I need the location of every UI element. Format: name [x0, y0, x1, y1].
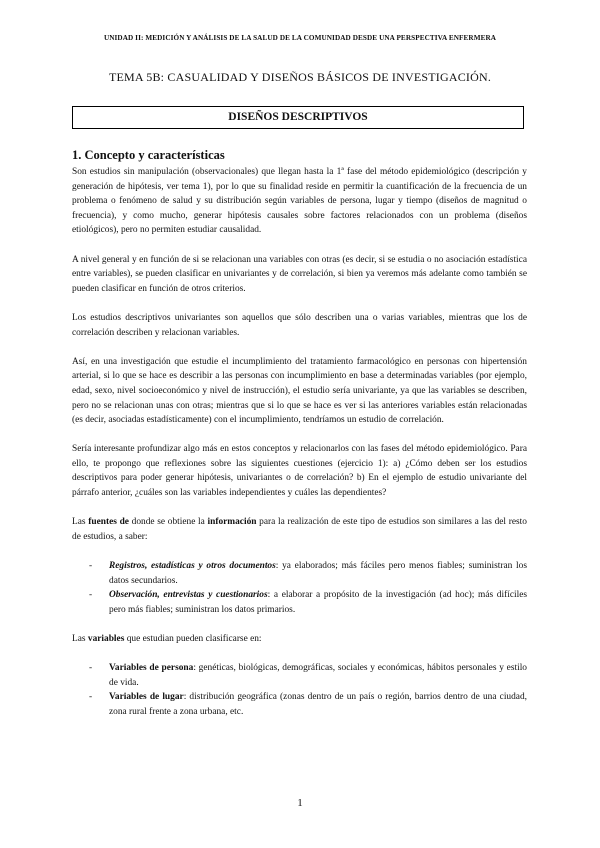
list-item-term: Observación, entrevistas y cuestionarios: [109, 590, 268, 601]
bold-term: información: [207, 517, 257, 528]
list-item-term: Variables de persona: [109, 663, 194, 674]
paragraph-classification: A nivel general y en función de si se relacionan una variables con otras (es decir, si se estudia o no asociación estadística entre variables), se pueden clasificar en univariantes y de correlación, si bien ya veremos más adelante como también se pueden clasificar en función de otros criterios.: [72, 254, 527, 294]
list-item: [72, 559, 527, 588]
topic-title: TEMA 5B: CASUALIDAD Y DISEÑOS BÁSICOS DE INVESTIGACIÓN.: [108, 70, 492, 84]
sources-list: [72, 559, 527, 617]
list-item-text: : a elaborar a propósito de la investigación (ad hoc); más difíciles pero más fiables; suministran los datos primarios.: [109, 590, 528, 615]
text: Las: [72, 634, 88, 644]
paragraph-variables: [72, 632, 527, 647]
list-item: [72, 661, 527, 690]
list-item-text: : genéticas, biológicas, demográficas, sociales y económicas, hábitos personales y estilo de vida.: [109, 663, 527, 688]
paragraph-example: Así, en una investigación que estudie el incumplimiento del tratamiento farmacológico en personas con hipertensión arterial, si lo que se hace es describir a las personas con incumplimiento en base a determinadas variables (por ejemplo, edad, sexo, nivel socioeconómico y nivel de instrucción), el estudio sería univariante, ya que las variables se describen, pero no se relacionan unas con otras; mientras que si lo que se hace es ver si las anteriores variables están relacionadas (es decir, asociadas estadísticamente) con el incumplimiento, tendríamos un estudio de correlación.: [72, 356, 527, 426]
list-item-text: : ya elaborados; más fáciles pero menos fiables; suministran los datos secundarios.: [109, 561, 527, 586]
list-item-term: Variables de lugar: [109, 692, 184, 703]
section-heading: 1. Concepto y características: [72, 148, 225, 162]
paragraph-exercise: Sería interesante profundizar algo más en estos conceptos y relacionarlos con las fases del método epidemiológico. Para ello, te propongo que reflexiones sobre las siguientes cuestiones (ejercicio 1): a) ¿Cómo deben ser los estudios descriptivos para poder generar hipótesis, univariantes o de correlación? b) En el ejemplo de estudio univariante del párrafo anterior, ¿cuáles son las variables independientes y cuáles las dependientes?: [72, 444, 527, 499]
text: para la realización de este tipo de estudios son similares a las del resto de estudios, a saber:: [72, 517, 527, 542]
text: que estudian pueden clasificarse en:: [124, 634, 262, 644]
paragraph-univariate: Los estudios descriptivos univariantes son aquellos que sólo describen una o varias variables, mientras que los de correlación describen y relacionan variables.: [72, 312, 527, 338]
list-item-text: : distribución geográfica (zonas dentro de un país o región, barrios dentro de una ciudad, zona rural frente a zona urbana, etc.: [109, 692, 527, 717]
main-content: [72, 147, 527, 720]
bold-term: variables: [87, 634, 125, 644]
text: donde se obtiene la: [128, 517, 208, 528]
paragraph-concept: Son estudios sin manipulación (observacionales) que llegan hasta la 1ª fase del método epidemiológico (descripción y generación de hipótesis, ver tema 1), por lo que su finalidad reside en permitir la cuantificación de la frecuencia de un problema o fenómeno de salud y su distribución según variables de persona, lugar y tiempo (diseños de magnitud o frecuencia), y como mucho, generar hipótesis causales sobre factores relacionados con un problema (diseños etiológicos), pero no permiten estudiar causalidad.: [72, 167, 527, 236]
running-header: UNIDAD II: MEDICIÓN Y ANÁLISIS DE LA SALUD DE LA COMUNIDAD DESDE UNA PERSPECTIVA ENFERMERA: [103, 34, 497, 42]
variables-list: [72, 661, 527, 719]
list-item: [72, 690, 527, 719]
bold-term: fuentes de: [88, 517, 129, 528]
list-item: [72, 588, 527, 617]
paragraph-sources: [72, 515, 527, 544]
section-box-title: DISEÑOS DESCRIPTIVOS: [72, 106, 524, 129]
page-number: 1: [297, 797, 303, 809]
text: Las: [72, 517, 89, 528]
list-item-term: Registros, estadísticas y otros documentos: [109, 561, 276, 572]
